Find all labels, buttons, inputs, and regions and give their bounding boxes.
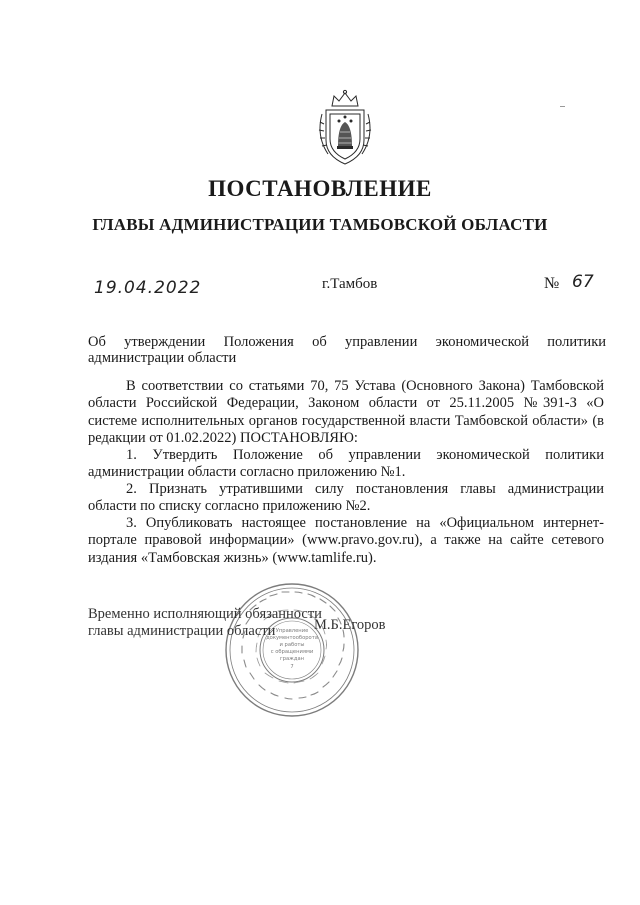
stamp-text: граждан xyxy=(279,656,305,662)
official-stamp-icon xyxy=(222,580,362,720)
document-title: ПОСТАНОВЛЕНИЕ xyxy=(208,176,432,201)
signatory-position xyxy=(88,606,322,640)
document-subtitle: ГЛАВЫ АДМИНИСТРАЦИИ ТАМБОВСКОЙ ОБЛАСТИ xyxy=(92,215,548,234)
stamp-text: 7 xyxy=(290,664,294,670)
stamp-text: Управление xyxy=(275,628,309,634)
document-subject: Об утверждении Положения об управлении экономической политики администрации области xyxy=(88,334,606,366)
list-item: 3. Опубликовать настоящее постановление на «Официальном интернет-портале правовой информации» (www.pravo.gov.ru), а также на сайте сетевого издания «Тамбовская жизнь» (www.tamlife.ru). xyxy=(88,515,604,566)
document-date: 19.04.2022 xyxy=(94,278,202,298)
stamp-text: с обращениями xyxy=(270,649,314,655)
document-city: г.Тамбов xyxy=(322,276,378,292)
stamp-text: документооборота xyxy=(266,635,318,641)
number-label: № xyxy=(544,275,560,292)
coat-of-arms-icon xyxy=(312,88,378,168)
list-item: 1. Утвердить Положение об управлении экономической политики администрации области согласно приложению №1. xyxy=(88,447,604,481)
signatory-position-line: главы администрации области xyxy=(88,623,276,639)
signatory-name: М.Б.Егоров xyxy=(314,617,386,633)
scan-mark xyxy=(560,106,565,107)
preamble-paragraph: В соответствии со статьями 70, 75 Устава (Основного Закона) Тамбовской области Российской Федерации, Законом области от 25.11.2005 №391-З «О системе исполнительных органов государственной власти Тамбовской области» (в редакции от 01.02.2022) ПОСТАНОВЛЯЮ: xyxy=(88,378,604,446)
stamp-text: и работы xyxy=(279,642,305,648)
list-item: 2. Признать утратившими силу постановления главы администрации области по списку согласно приложению №2. xyxy=(88,481,604,515)
signatory-position-line: Временно исполняющий обязанности xyxy=(88,606,322,622)
document-number: 67 xyxy=(572,272,594,292)
